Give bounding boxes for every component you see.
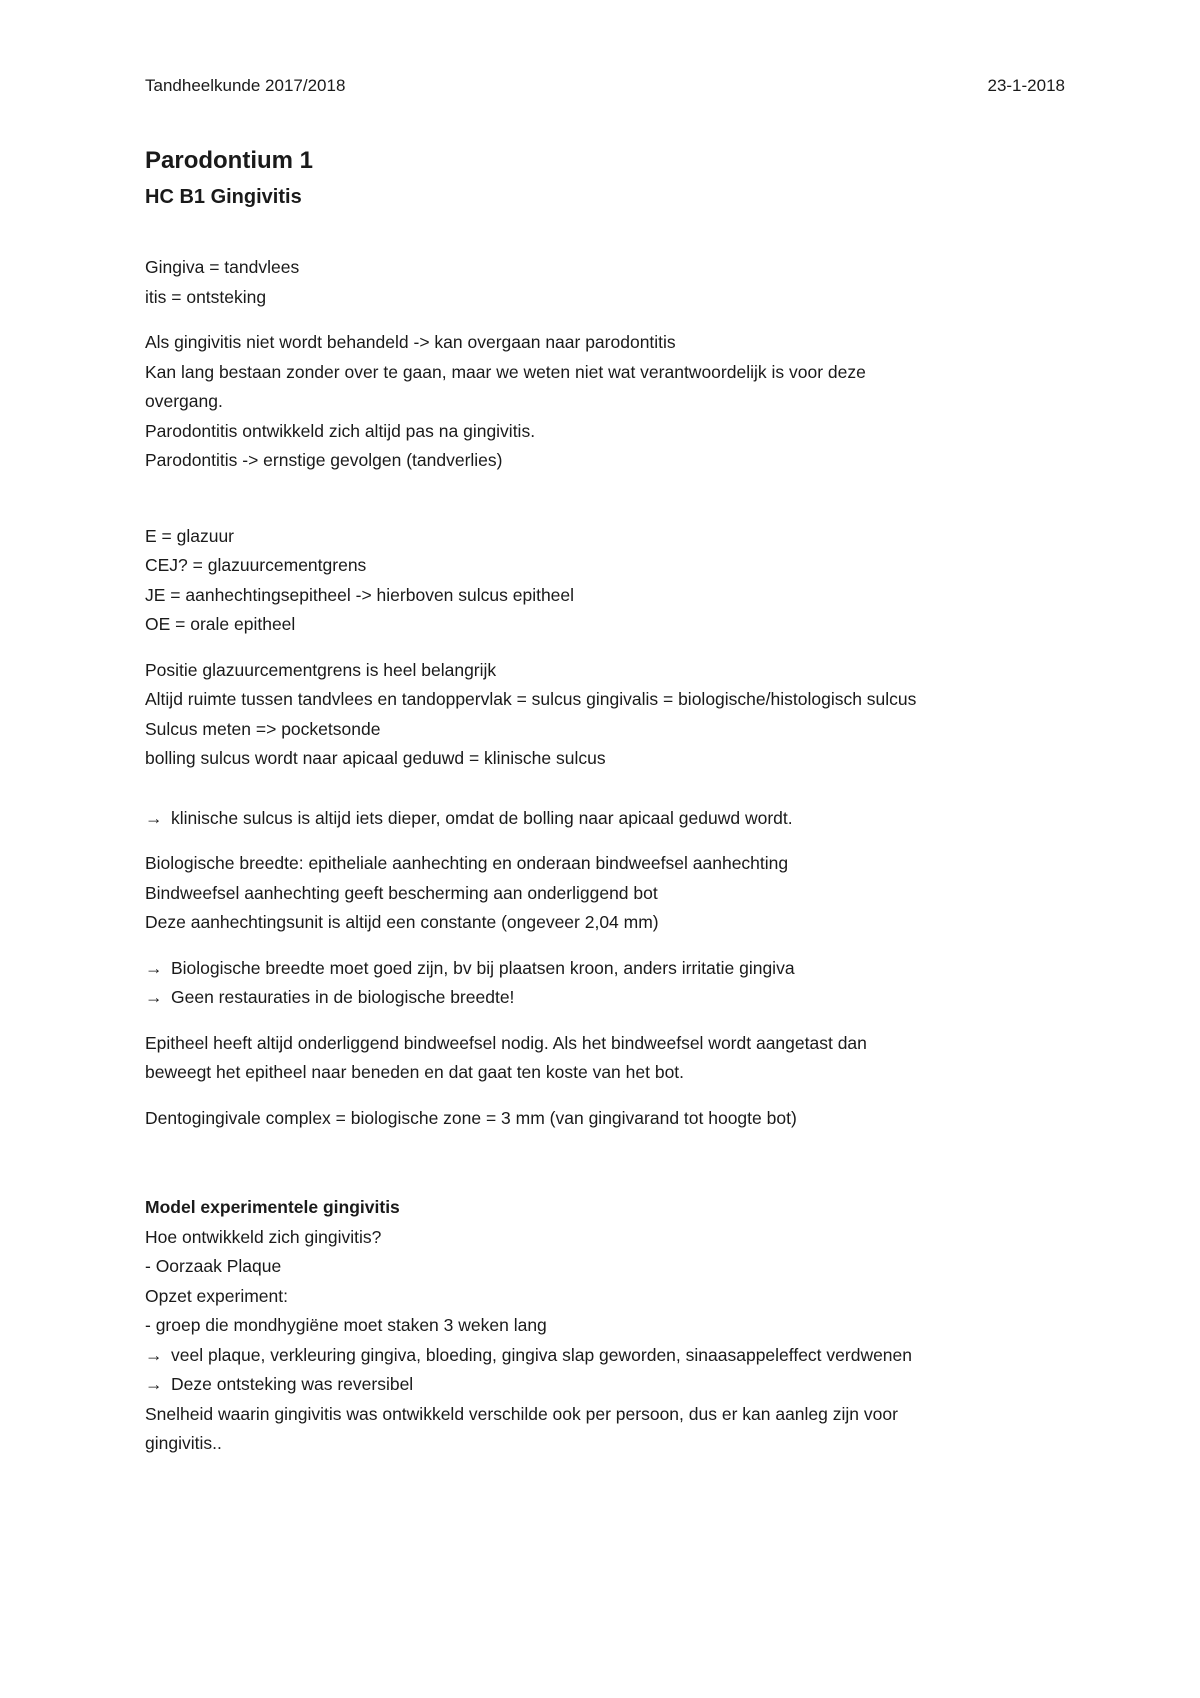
abbreviations-block <box>145 522 1065 640</box>
arrow-icon: → <box>145 1344 163 1365</box>
text-line: Gingiva = tandvlees <box>145 257 300 277</box>
arrow-line-text: Geen restauraties in de biologische breedte! <box>171 987 515 1007</box>
text-line: - Oorzaak Plaque <box>145 1256 282 1276</box>
paragraph-sulcus <box>145 656 1065 774</box>
text-line: Epitheel heeft altijd onderliggend bindweefsel nodig. Als het bindweefsel wordt aangetast dan <box>145 1032 867 1053</box>
text-line: Snelheid waarin gingivitis was ontwikkeld verschilde ook per persoon, dus er kan aanleg zijn voor <box>145 1403 898 1424</box>
text-line: Parodontitis ontwikkeld zich altijd pas na gingivitis. <box>145 420 536 441</box>
document-body <box>145 145 1065 1459</box>
paragraph-dentogingivale <box>145 1104 1065 1134</box>
text-line: Hoe ontwikkeld zich gingivitis? <box>145 1226 382 1247</box>
text-line: Positie glazuurcementgrens is heel belangrijk <box>145 659 497 680</box>
text-line: OE = orale epitheel <box>145 614 296 634</box>
text-line: Deze aanhechtingsunit is altijd een constante (ongeveer 2,04 mm) <box>145 912 659 932</box>
text-line: gingivitis.. <box>145 1433 222 1453</box>
arrow-line <box>145 804 1065 834</box>
page-title: Parodontium 1 <box>145 147 314 174</box>
text-line: CEJ? = glazuurcementgrens <box>145 555 367 575</box>
section-heading: Model experimentele gingivitis <box>145 1197 400 1217</box>
paragraph-parodontitis <box>145 328 1065 476</box>
text-line: Kan lang bestaan zonder over te gaan, maar we weten niet wat verantwoordelijk is voor deze <box>145 361 866 382</box>
arrow-icon: → <box>145 987 163 1007</box>
paragraph-epitheel <box>145 1029 1065 1088</box>
section-model-experimentele-gingivitis <box>145 1193 1065 1459</box>
arrow-icon: → <box>145 1374 163 1394</box>
text-line: E = glazuur <box>145 525 235 546</box>
arrow-icon: → <box>145 957 163 978</box>
text-line: beweegt het epitheel naar beneden en dat gaat ten koste van het bot. <box>145 1062 685 1082</box>
text-line: Bindweefsel aanhechting geeft bescherming aan onderliggend bot <box>145 882 658 903</box>
text-line: - groep die mondhygiëne moet staken 3 weken lang <box>145 1315 547 1335</box>
paragraph-biologische-breedte <box>145 849 1065 938</box>
header-date: 23-1-2018 <box>987 76 1065 95</box>
text-line: Als gingivitis niet wordt behandeld -> kan overgaan naar parodontitis <box>145 332 676 352</box>
arrow-icon: → <box>145 807 163 828</box>
arrow-notes-breedte <box>145 954 1065 1013</box>
page-subtitle: HC B1 Gingivitis <box>145 186 302 208</box>
text-line: Opzet experiment: <box>145 1285 288 1306</box>
arrow-line-text: Deze ontsteking was reversibel <box>171 1374 414 1394</box>
arrow-line-text: veel plaque, verkleuring gingiva, bloeding, gingiva slap geworden, sinaasappeleffect verdwenen <box>171 1344 913 1365</box>
text-line: JE = aanhechtingsepitheel -> hierboven sulcus epitheel <box>145 584 575 605</box>
text-line: Biologische breedte: epitheliale aanhechting en onderaan bindweefsel aanhechting <box>145 853 789 873</box>
text-line: bolling sulcus wordt naar apicaal geduwd = klinische sulcus <box>145 748 606 768</box>
text-line: Parodontitis -> ernstige gevolgen (tandverlies) <box>145 450 503 470</box>
definitions-block <box>145 253 1065 312</box>
arrow-line-text: klinische sulcus is altijd iets dieper, omdat de bolling naar apicaal geduwd wordt. <box>171 807 793 828</box>
arrow-line <box>145 1370 1065 1400</box>
text-line: Dentogingivale complex = biologische zone = 3 mm (van gingivarand tot hoogte bot) <box>145 1107 797 1128</box>
text-line: Altijd ruimte tussen tandvlees en tandoppervlak = sulcus gingivalis = biologische/histologisch sulcus <box>145 689 917 709</box>
text-line: overgang. <box>145 391 223 411</box>
arrow-line <box>145 983 1065 1013</box>
text-line: itis = ontsteking <box>145 286 267 307</box>
header-course: Tandheelkunde 2017/2018 <box>145 76 346 95</box>
text-line: Sulcus meten => pocketsonde <box>145 718 381 739</box>
arrow-line <box>145 954 1065 984</box>
arrow-line-text: Biologische breedte moet goed zijn, bv bij plaatsen kroon, anders irritatie gingiva <box>171 957 795 978</box>
arrow-note-sulcus <box>145 804 1065 834</box>
arrow-line <box>145 1341 1065 1371</box>
